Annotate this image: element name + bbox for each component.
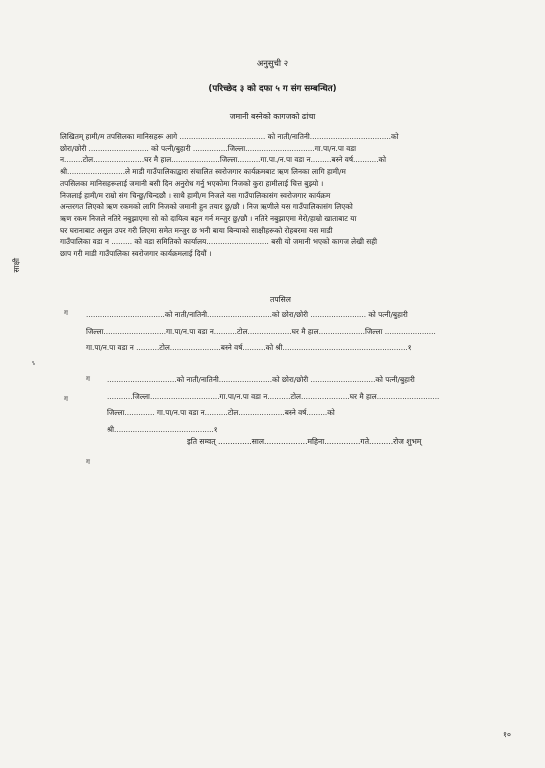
closing-line: इति सम्वत् ..............साल..................महिना...............गते..........रोज शुभम् bbox=[187, 437, 422, 446]
witness-line: जिल्ला............. गा.पा/न.पा वडा न..........टोल....................बस्ने वर्ष.........को bbox=[107, 408, 335, 417]
witness-1-block bbox=[86, 307, 436, 357]
body-line: श्री.........................ले माडी गाउँपालिकाद्वारा संचालित स्वरोजगार कार्यक्रमबाट ऋण लिनका लागि हामी/म bbox=[60, 167, 346, 177]
witness-line: ...........जिल्ला..............................गा.पा/न.पा वडा न..........टोल.....................घर मै हाल........................... bbox=[107, 391, 440, 401]
section-reference: (परिच्छेद ३ को दफा ५ ग संग सम्बन्धित) bbox=[208, 84, 337, 94]
main-paragraph bbox=[60, 131, 518, 260]
body-line: लिखितम् हामी/म तपसिलका मानिसहरू आगे ..................................... को नाती/नातिनी...................................को bbox=[60, 132, 399, 141]
body-line: गाउँपालिका वडा न ......... को वडा समितिको कार्यालय........................... बसी यो जमानी भएको कागज लेखी सही bbox=[60, 237, 378, 247]
body-line: न........टोल......................घर मै हाल.....................जिल्ला..........गा.पा./न.पा वडा न.........बस्ने वर्ष...........को bbox=[60, 155, 387, 165]
body-line: निजलाई हामी/म राम्रो संग चिन्छु/चिन्दछौ । साथै हामी/म निजले यस गाउँपालिकासंग स्वरोजगार कार्यक्रम bbox=[60, 190, 331, 200]
witness-line: श्री...........................................१ bbox=[107, 424, 218, 434]
document-title: जमानी बस्नेको कागजको ढांचा bbox=[229, 112, 316, 121]
witness-2-block bbox=[107, 372, 439, 438]
page-number: १० bbox=[503, 730, 511, 739]
annex-heading: अनुसुची २ bbox=[256, 58, 289, 68]
body-line: घर घरानाबाट असुल उपर गरी लिएमा समेत मन्जुर छ भनी बाया बिन्याको साक्षीहरूको रोहबरमा यस माडी bbox=[60, 225, 333, 235]
witness-line: ..................................को नाती/नातिनी............................को छोरा/छोरी ........................ को पत्नी/बुहारी bbox=[86, 310, 408, 319]
margin-mark: ग bbox=[64, 395, 68, 403]
margin-mark: ग bbox=[86, 458, 90, 466]
body-line: तपसिलका मानिसहरूलाई जमानी बसी दिन अनुरोध गर्नु भएकोमा निजको कुरा हामीलाई चित्त बुझ्यो । bbox=[60, 178, 324, 188]
body-line: ऋण रकम निजले नतिरे नबुझाएमा सो को दायित्व बहन गर्न मन्जुर छु/छौ । नतिरे नबुझाएमा मेरो/हाम्रो खाताबाट या bbox=[60, 213, 357, 223]
scan-speck bbox=[33, 363, 35, 365]
margin-mark: ग bbox=[86, 375, 90, 383]
witness-line: गा.पा/न.पा वडा न ..........टोल......................बस्ने वर्ष..........को श्री......................................................१ bbox=[86, 343, 412, 352]
margin-mark: ग bbox=[64, 309, 68, 317]
witness-line: जिल्ला...........................गा.पा/न.पा वडा न..........टोल...................घर मै हाल....................जिल्ला ...................... bbox=[86, 326, 436, 336]
witness-line: ..............................को नाती/नातिनी.......................को छोरा/छोरी ............................को पत्नी/बुहारी bbox=[107, 375, 415, 384]
witness-side-label: साक्षी bbox=[12, 258, 21, 273]
body-line: छोरा/छोरी .......................... को पत्नी/बुहारी ...............जिल्ला..............................गा.पा/न.पा वडा bbox=[60, 143, 357, 153]
body-line: अन्तरगत लिएको ऋण रकमको लागि निजको जमानी हुन तयार छु/छौ । निज ऋणीले यस गाउँपालिकासंग लिएको bbox=[60, 202, 353, 212]
schedule-title: तपसिल bbox=[270, 295, 291, 304]
body-line: छाप गरी माडी गाउँपालिका स्वरोजगार कार्यक्रमलाई दियौं । bbox=[60, 249, 212, 259]
